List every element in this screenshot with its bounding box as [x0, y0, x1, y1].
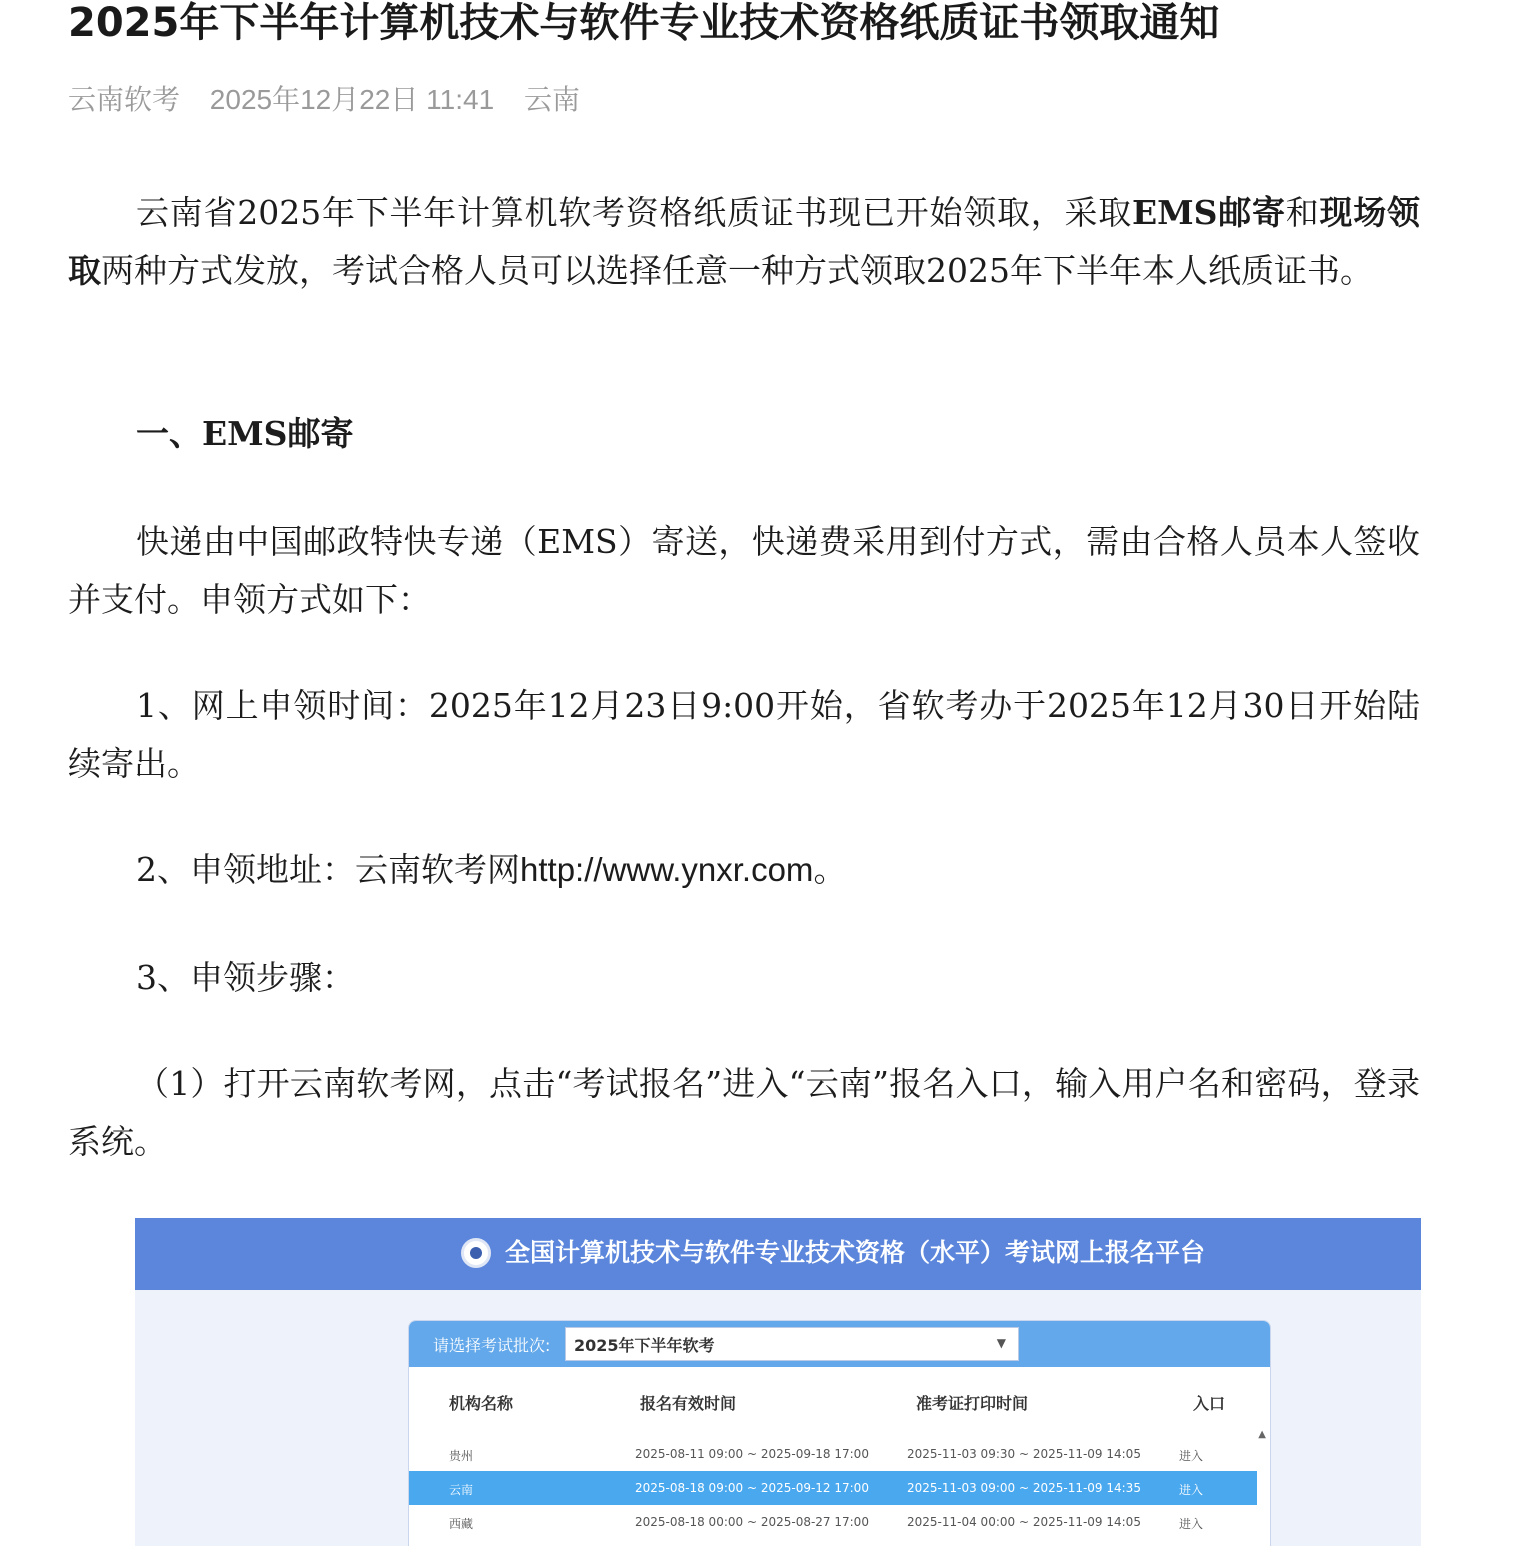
row-print-time: 2025-11-03 09:00 ~ 2025-11-09 14:35 — [907, 1481, 1141, 1495]
exam-batch-panel — [408, 1320, 1271, 1546]
row-reg-time: 2025-08-18 00:00 ~ 2025-08-27 17:00 — [635, 1515, 869, 1529]
section-heading-ems — [68, 405, 1420, 463]
row-entry-link[interactable]: 进入 — [1179, 1449, 1204, 1463]
intro-text-2: 和 — [1285, 193, 1320, 232]
article-title: 2025年下半年计算机技术与软件专业技术资格纸质证书领取通知 — [68, 0, 1220, 46]
site-url-link[interactable]: http://www.ynxr.com — [520, 851, 814, 888]
batch-select-value: 2025年下半年软考 — [574, 1336, 715, 1355]
batch-select[interactable] — [565, 1327, 1019, 1361]
row-reg-time: 2025-08-11 09:00 ~ 2025-09-18 17:00 — [635, 1447, 869, 1461]
intro-text-1: 云南省2025年下半年计算机软考资格纸质证书现已开始领取，采取 — [136, 193, 1132, 232]
row-entry-link[interactable]: 进入 — [1179, 1483, 1204, 1497]
intro-paragraph — [68, 184, 1420, 300]
step-1-paragraph: （1）打开云南软考网，点击“考试报名”进入“云南”报名入口，输入用户名和密码，登录系统。 — [68, 1064, 1420, 1161]
section-heading-text: 一、EMS邮寄 — [136, 414, 354, 453]
chevron-down-icon: ▼ — [996, 1336, 1006, 1350]
col-header-print-time: 准考证打印时间 — [916, 1394, 1029, 1413]
col-header-reg-time: 报名有效时间 — [640, 1394, 737, 1413]
publish-location: 云南 — [523, 84, 580, 115]
intro-bold-onsite: 现场领取 — [68, 193, 1420, 290]
col-header-org: 机构名称 — [449, 1394, 514, 1413]
batch-select-bar — [409, 1321, 1270, 1367]
apply-time-paragraph: 1、网上申领时间：2025年12月23日9:00开始，省软考办于2025年12月30日开始陆续寄出。 — [68, 686, 1420, 783]
row-reg-time: 2025-08-18 09:00 ~ 2025-09-12 17:00 — [635, 1481, 869, 1495]
row-print-time: 2025-11-03 09:30 ~ 2025-11-09 14:05 — [907, 1447, 1141, 1461]
table-row — [409, 1505, 1257, 1539]
ems-paragraph: 快递由中国邮政特快专递（EMS）寄送，快递费采用到付方式，需由合格人员本人签收并支付。申领方式如下： — [68, 522, 1420, 619]
apply-address-paragraph — [68, 841, 1420, 899]
platform-logo-icon — [461, 1238, 491, 1268]
apply-steps-heading: 3、申领步骤： — [136, 958, 355, 997]
batch-select-label: 请选择考试批次: — [433, 1336, 551, 1355]
scroll-up-icon[interactable]: ▲ — [1258, 1429, 1266, 1440]
table-row-selected — [409, 1471, 1257, 1505]
publish-datetime: 2025年12月22日 11:41 — [209, 84, 495, 115]
row-org: 西藏 — [449, 1517, 474, 1531]
account-name-link[interactable]: 云南软考 — [68, 84, 181, 115]
intro-text-3: 两种方式发放，考试合格人员可以选择任意一种方式领取2025年下半年本人纸质证书。 — [101, 251, 1373, 290]
row-entry-link[interactable]: 进入 — [1179, 1517, 1204, 1531]
intro-bold-ems: EMS邮寄 — [1131, 193, 1286, 232]
row-org: 云南 — [449, 1483, 474, 1497]
article-meta — [68, 80, 602, 120]
row-org: 贵州 — [449, 1449, 474, 1463]
row-print-time: 2025-11-04 00:00 ~ 2025-11-09 14:05 — [907, 1515, 1141, 1529]
registration-platform-screenshot — [135, 1218, 1421, 1546]
platform-header — [135, 1218, 1421, 1290]
platform-title: 全国计算机技术与软件专业技术资格（水平）考试网上报名平台 — [505, 1238, 1206, 1267]
apply-address-end: 。 — [813, 850, 847, 889]
apply-address-label: 2、申领地址：云南软考网 — [136, 850, 520, 889]
col-header-entry: 入口 — [1193, 1394, 1226, 1413]
table-row — [409, 1437, 1257, 1471]
